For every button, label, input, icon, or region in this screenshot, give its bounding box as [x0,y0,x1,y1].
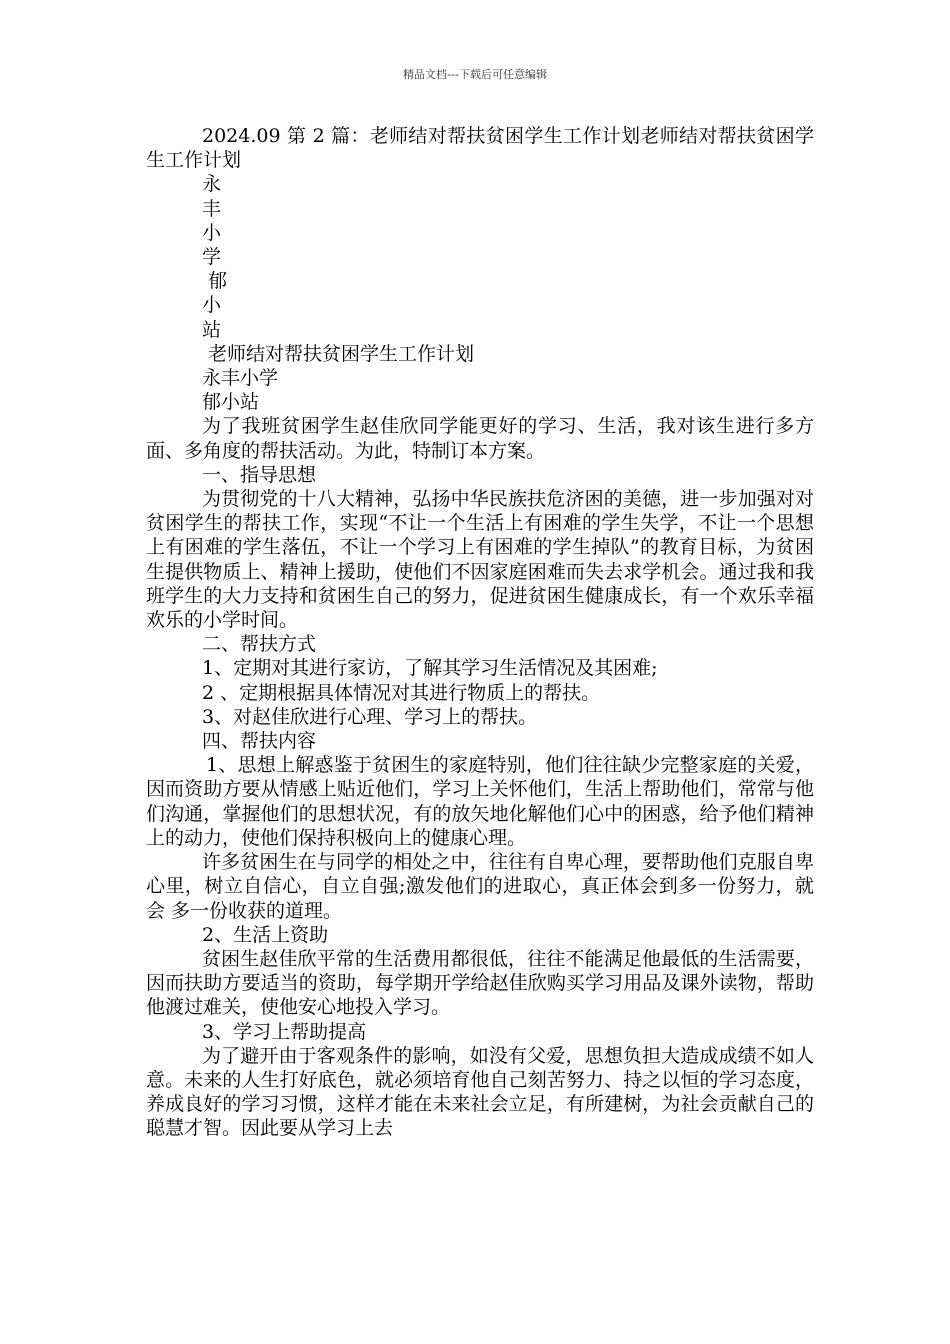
paragraph: 1、思想上解惑鉴于贫困生的家庭特别，他们往往缺少完整家庭的关爱，因而资助方要从情感上贴近他们，学习上关怀他们，生活上帮助他们，常常与他们沟通，掌握他们的思想状况，有的放矢地化解他们心中的困惑，给予他们精神上的动力，使他们保持积极向上的健康心理。 [146,754,814,849]
vertical-char: 站 [202,318,222,341]
vertical-char: 小 [202,221,222,244]
section-heading: 2、生活上资助 [202,923,329,946]
subtitle: 老师结对帮扶贫困学生工作计划 [208,342,475,365]
paragraph: 为了避开由于客观条件的影响，如没有父爱，思想负担大造成成绩不如人意。未来的人生打好底色，就必须培育他自己刻苦努力、持之以恒的学习态度，养成良好的学习习惯，这样才能在未来社会立足，有所建树，为社会贡献自己的聪慧才智。因此要从学习上去 [146,1044,814,1140]
list-item: 1、定期对其进行家访，了解其学习生活情况及其困难; [202,657,658,680]
section-heading: 一、指导思想 [202,463,317,486]
page-header: 精品文档---下载后可任意编辑 [403,68,547,81]
vertical-char: 永 [202,173,222,196]
section-heading: 二、帮扶方式 [202,633,317,656]
list-item: 3、对赵佳欣进行心理、学习上的帮扶。 [202,705,538,728]
document-body [146,124,814,1141]
vertical-char: 小 [202,294,222,317]
paragraph: 贫困生赵佳欣平常的生活费用都很低，往往不能满足他最低的生活需要，因而扶助方要适当的资助，每学期开学给赵佳欣购买学习用品及课外读物，帮助他渡过难关，使他安心地投入学习。 [146,947,814,1019]
author-name: 郁小站 [202,391,260,414]
vertical-char: 丰 [202,197,222,220]
intro-paragraph: 为了我班贫困学生赵佳欣同学能更好的学习、生活，我对该生进行多方面、多角度的帮扶活动。为此，特制订本方案。 [146,415,814,462]
paragraph: 许多贫困生在与同学的相处之中，往往有自卑心理，要帮助他们克服自卑心里，树立自信心，自立自强;激发他们的进取心，真正体会到多一份努力，就会 多一份收获的道理。 [146,851,814,922]
list-item: 2 、定期根据具体情况对其进行物质上的帮扶。 [202,681,601,704]
section-heading: 3、学习上帮助提高 [202,1020,367,1043]
vertical-char: 学 [202,246,222,269]
vertical-char: 郁 [208,270,228,293]
paragraph: 为贯彻党的十八大精神，弘扬中华民族扶危济困的美德，进一步加强对对贫困学生的帮扶工作，实现“不让一个生活上有困难的学生失学，不让一个思想上有困难的学生落伍，不让一个学习上有困难的学生掉队”的教育目标，为贫困生提供物质上、精神上援助，使他们不因家庭困难而失去求学机会。通过我和我班学生的大力支持和贫困生自己的努力，促进贫困生健康成长，有一个欢乐幸福欢乐的小学时间。 [146,488,814,632]
school-name: 永丰小学 [202,367,279,390]
section-heading: 四、帮扶内容 [202,730,317,753]
document-title: 2024.09 第 2 篇：老师结对帮扶贫困学生工作计划老师结对帮扶贫困学生工作计划 [146,125,814,172]
